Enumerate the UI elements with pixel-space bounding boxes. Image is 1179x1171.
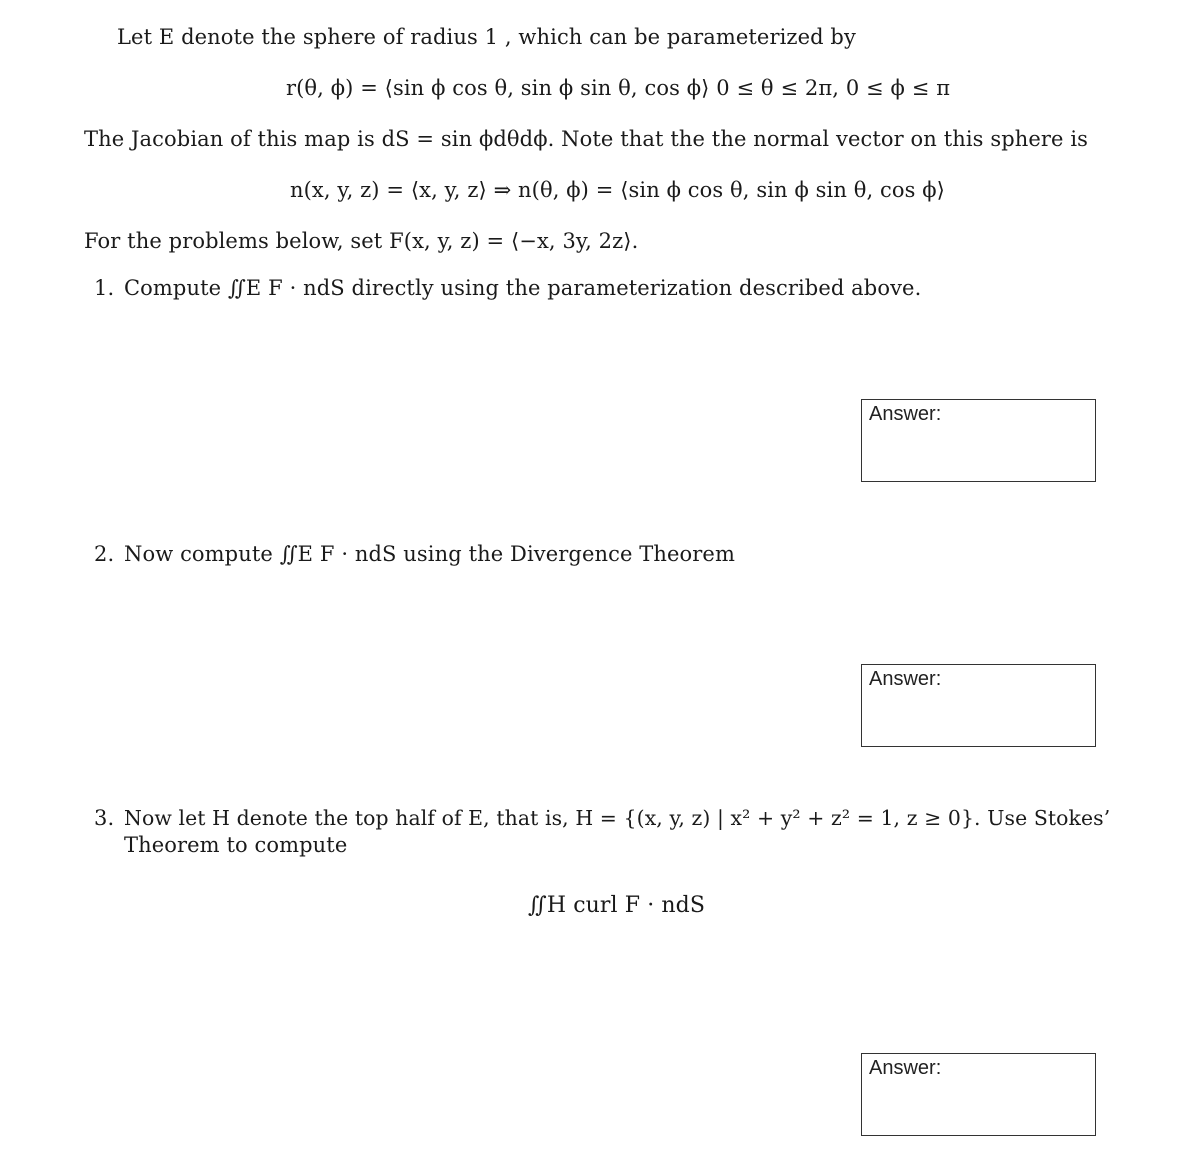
problem-1-answer-label: Answer:	[869, 403, 942, 425]
normal-vector-equation: n(x, y, z) = ⟨x, y, z⟩ ⇒ n(θ, ϕ) = ⟨sin ϕ cos θ, sin ϕ sin θ, cos ϕ⟩	[290, 178, 945, 202]
problem-1-number: 1.	[94, 276, 115, 300]
jacobian-line: The Jacobian of this map is dS = sin ϕdθdϕ. Note that the the normal vector on this sphere is	[84, 127, 1089, 151]
problem-1-answer-box[interactable]	[861, 399, 1096, 482]
problem-3-text-line-1: Now let H denote the top half of E, that is, H = {(x, y, z) | x² + y² + z² = 1, z ≥ 0}. Use Stokes’	[124, 806, 1111, 830]
intro-line: Let E denote the sphere of radius 1 , which can be parameterized by	[117, 25, 856, 49]
problem-2-text: Now compute ∬E F · ndS using the Divergence Theorem	[124, 542, 735, 566]
problem-2-answer-label: Answer:	[869, 668, 942, 690]
problem-1-text: Compute ∬E F · ndS directly using the parameterization described above.	[124, 276, 922, 300]
problem-2-number: 2.	[94, 542, 115, 566]
problem-3-answer-label: Answer:	[869, 1057, 942, 1079]
vector-field-line: For the problems below, set F(x, y, z) = ⟨−x, 3y, 2z⟩.	[84, 229, 639, 253]
problem-3-display-integral: ∬H curl F · ndS	[528, 893, 706, 918]
problem-3-answer-box[interactable]	[861, 1053, 1096, 1136]
parameterization-equation: r(θ, ϕ) = ⟨sin ϕ cos θ, sin ϕ sin θ, cos ϕ⟩ 0 ≤ θ ≤ 2π, 0 ≤ ϕ ≤ π	[286, 76, 951, 100]
problem-2-answer-box[interactable]	[861, 664, 1096, 747]
problem-3-text-line-2: Theorem to compute	[124, 833, 348, 857]
problem-3-number: 3.	[94, 806, 115, 830]
